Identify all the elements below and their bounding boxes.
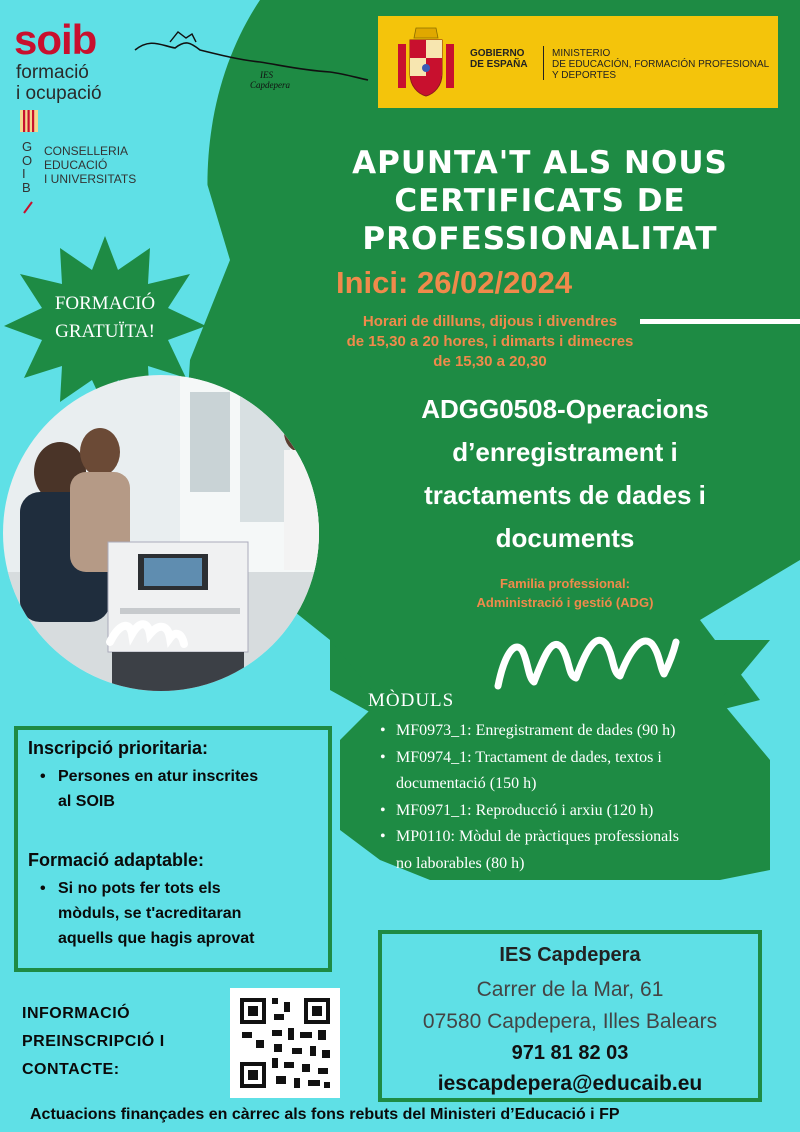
schedule-text [300, 312, 680, 372]
moduls-title: MÒDULS [368, 690, 455, 711]
soib-subtitle [16, 62, 102, 104]
gov-line: DE ESPAÑA [470, 59, 528, 70]
address-box [378, 930, 762, 1102]
soib-sub-line: formació [16, 62, 89, 83]
moduls-list [378, 718, 768, 877]
modul-text: MF0974_1: Tractament de dades, textos i [396, 748, 662, 766]
email-link[interactable]: iescapdepera@educaib.eu [437, 1072, 703, 1095]
spain-coat-of-arms-icon [396, 24, 456, 100]
title-line: APUNTA'T ALS NOUS [352, 145, 728, 181]
modul-text: MF0971_1: Reproducció i arxiu (120 h) [396, 801, 654, 819]
gov-divider [543, 46, 544, 80]
footer-funding-note: Actuacions finançades en càrrec als fons rebuts del Ministeri d’Educació i FP [30, 1106, 620, 1123]
school-name: IES Capdepera [499, 944, 641, 966]
inscripcio-text: al SOIB [58, 793, 115, 810]
inscripcio-heading: Inscripció prioritaria: [28, 738, 209, 758]
modul-text: no laborables (80 h) [396, 854, 525, 872]
course-line: d’enregistrament i [452, 437, 678, 467]
adaptable-list [38, 876, 318, 951]
course-line: tractaments de dades i [424, 480, 706, 510]
familia-line: Familia professional: [499, 576, 631, 591]
soib-logo: soib [14, 16, 97, 63]
ies-logo-text: Capdepera [250, 80, 290, 90]
badge-line: GRATUÏTA! [55, 321, 155, 342]
goib-letters [22, 140, 32, 194]
goib-letter: I [22, 166, 26, 181]
modul-item [378, 745, 768, 798]
conselleria-line: CONSELLERIA [44, 144, 129, 158]
conselleria-line: I UNIVERSITATS [44, 172, 137, 186]
professional-family [400, 574, 730, 612]
schedule-line: Horari de dilluns, dijous i divendres [362, 313, 618, 330]
title-line: PROFESSIONALITAT [362, 221, 718, 257]
adaptable-item [38, 876, 318, 951]
conselleria-line: EDUCACIÓ [44, 158, 108, 172]
modul-item [378, 824, 768, 877]
inscripcio-item [38, 764, 318, 814]
contact-line: PREINSCRIPCIÓ I [22, 1033, 165, 1050]
modul-text: MP0110: Mòdul de pràctiques professionals [396, 828, 679, 845]
course-line: ADGG0508-Operacions [421, 394, 709, 424]
adaptable-text: aquells que hagis aprovat [58, 930, 255, 947]
gobierno-text [470, 48, 528, 70]
adaptable-text: Si no pots fer tots els [58, 880, 221, 897]
goib-letter: O [22, 152, 33, 168]
gov-line: GOBIERNO [470, 48, 525, 59]
free-training-badge [20, 290, 190, 346]
start-date: Inici: 26/02/2024 [336, 265, 573, 300]
goib-slash-icon [22, 200, 34, 214]
soib-sub-line: i ocupació [16, 83, 102, 104]
badge-line: FORMACIÓ [54, 293, 156, 314]
modul-item [378, 718, 768, 745]
city-address: 07580 Capdepera, Illes Balears [422, 1010, 718, 1033]
course-line: documents [495, 523, 635, 553]
scribble-decoration [492, 626, 682, 696]
familia-line: Administració i gestió (ADG) [476, 595, 654, 610]
enrollment-info-box [14, 726, 332, 972]
contact-line: CONTACTE: [22, 1061, 120, 1078]
ministerio-line: MINISTERIO [552, 48, 611, 59]
ministerio-line: DE EDUCACIÓN, FORMACIÓN PROFESIONAL [552, 59, 770, 70]
qr-code[interactable] [230, 988, 340, 1098]
conselleria-text [44, 144, 136, 186]
adaptable-text: mòduls, se t'acreditaran [58, 905, 242, 922]
schedule-line: de 15,30 a 20 hores, i dimarts i dimecres [346, 333, 634, 350]
title-line: CERTIFICATS DE [394, 183, 686, 219]
street-address: Carrer de la Mar, 61 [476, 978, 664, 1001]
adaptable-heading: Formació adaptable: [28, 850, 205, 870]
goib-letter: B [22, 179, 31, 195]
inscripcio-list [38, 764, 318, 814]
white-divider [640, 319, 800, 324]
office-photo [0, 372, 322, 694]
contact-label [22, 1000, 165, 1084]
main-title [300, 144, 780, 258]
ies-logo-text: IES [260, 70, 273, 80]
modul-text: documentació (150 h) [396, 775, 537, 792]
schedule-line: de 15,30 a 20,30 [433, 353, 547, 370]
inscripcio-text: Persones en atur inscrites [58, 768, 259, 785]
ministerio-line: Y DEPORTES [552, 70, 617, 81]
ministerio-text [552, 48, 769, 81]
modul-item [378, 798, 768, 825]
course-name [360, 388, 770, 560]
balearic-flag-icon [20, 110, 38, 132]
modul-text: MF0973_1: Enregistrament de dades (90 h) [396, 722, 676, 739]
phone-number[interactable]: 971 81 82 03 [511, 1042, 629, 1064]
contact-line: INFORMACIÓ [22, 1005, 131, 1022]
goib-letter: G [22, 139, 33, 154]
ies-capdepera-logo [130, 20, 370, 100]
